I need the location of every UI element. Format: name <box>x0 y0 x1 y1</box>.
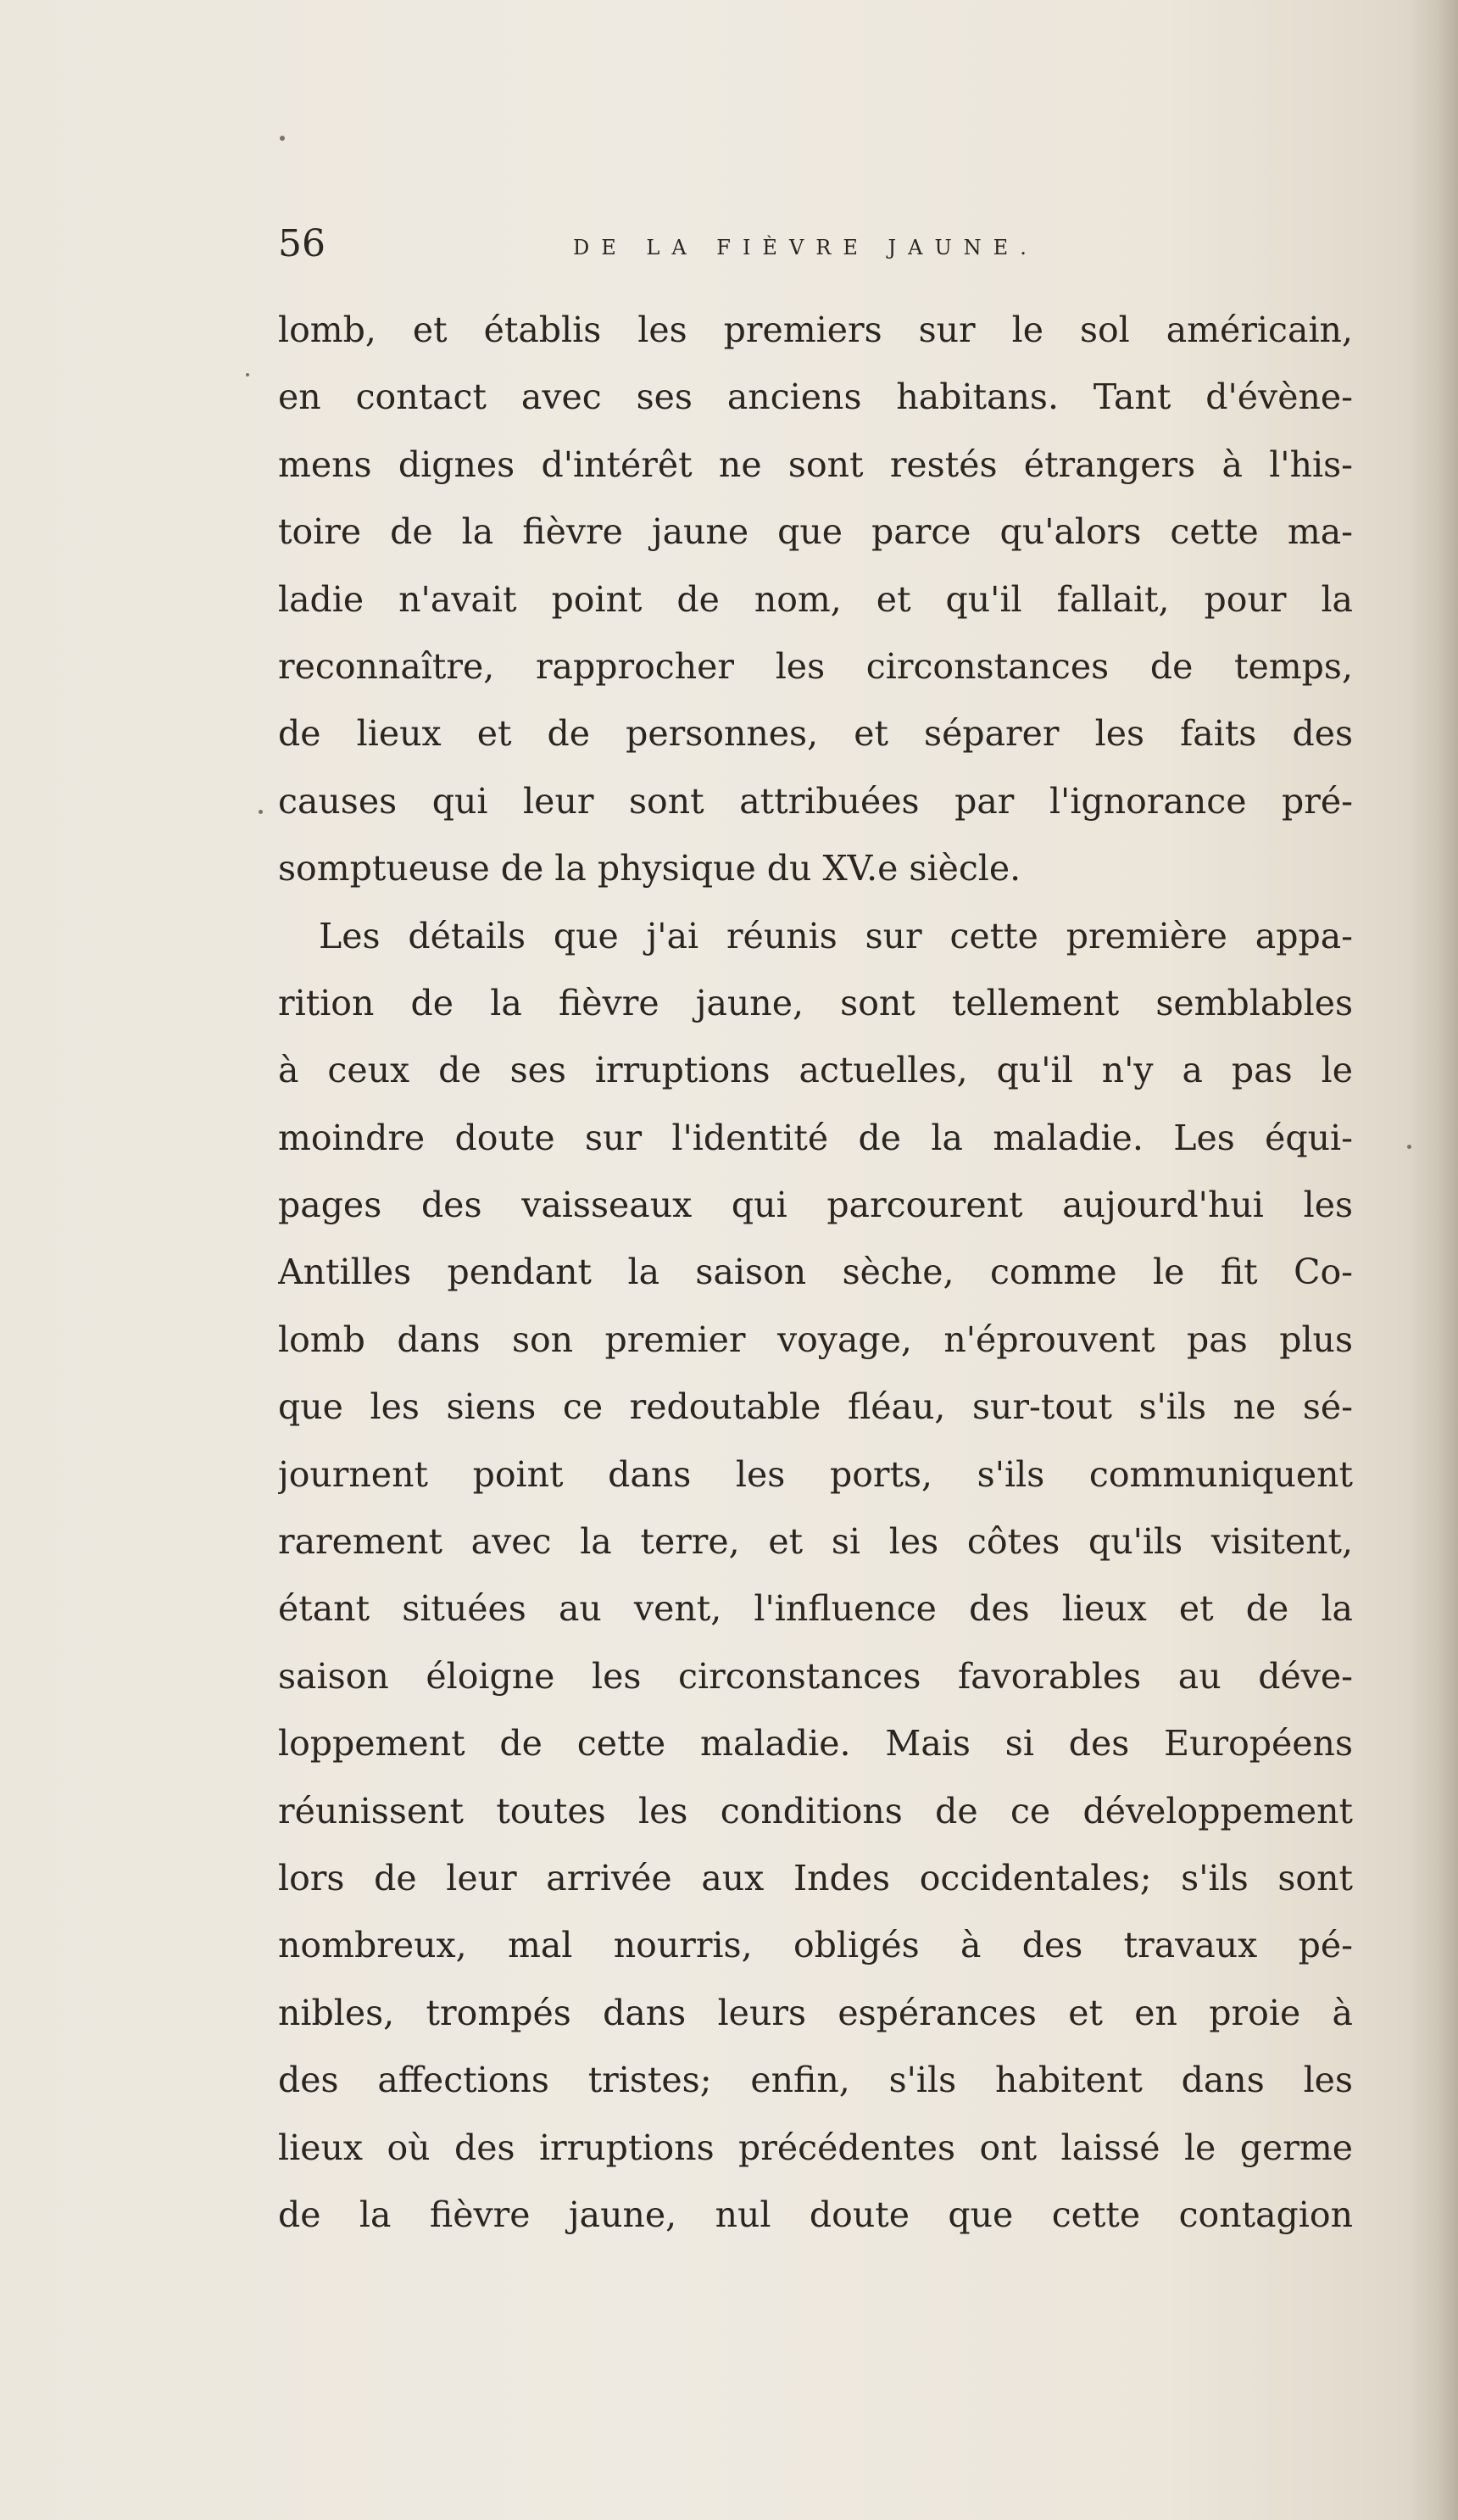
text-line: reconnaître, rapprocher les circonstances de temps, <box>278 645 1353 687</box>
text-line: lomb, et établis les premiers sur le sol américain, <box>278 309 1353 350</box>
text-line: Antilles pendant la saison sèche, comme le fit Co- <box>278 1252 1353 1293</box>
text-line: des affections tristes; enfin, s'ils habitent dans les <box>278 2060 1353 2101</box>
text-line: nombreux, mal nourris, obligés à des travaux pé- <box>278 1925 1353 1966</box>
text-line: de la fièvre jaune, nul doute que cette contagion <box>278 2194 1353 2235</box>
text-line: nibles, trompés dans leurs espérances et en proie à <box>278 1992 1353 2033</box>
text-line: rition de la fièvre jaune, sont tellement semblables <box>278 982 1353 1023</box>
text-line: rarement avec la terre, et si les côtes qu'ils visitent, <box>278 1521 1353 1563</box>
text-line: que les siens ce redoutable fléau, sur-tout s'ils ne sé- <box>278 1386 1353 1428</box>
page-number: 56 <box>278 222 326 265</box>
text-line: à ceux de ses irruptions actuelles, qu'il n'y a pas le <box>278 1050 1353 1091</box>
paragraph <box>278 297 1353 903</box>
text-line: Les détails que j'ai réunis sur cette première appa- <box>319 915 1353 956</box>
text-line: ladie n'avait point de nom, et qu'il fallait, pour la <box>278 578 1353 620</box>
text-line: étant situées au vent, l'influence des lieux et de la <box>278 1588 1353 1630</box>
text-line: lieux où des irruptions précédentes ont laissé le germe <box>278 2127 1353 2168</box>
paper-speck <box>280 136 285 141</box>
text-line: somptueuse de la physique du XV.e siècle. <box>278 848 1021 889</box>
text-line: loppement de cette maladie. Mais si des Européens <box>278 1723 1353 1765</box>
running-title: DE LA FIÈVRE JAUNE. <box>573 236 1038 259</box>
text-line: toire de la fièvre jaune que parce qu'alors cette ma- <box>278 511 1353 553</box>
text-line: réunissent toutes les conditions de ce développement <box>278 1790 1353 1831</box>
paper-speck <box>259 810 263 814</box>
paper-speck <box>246 373 249 376</box>
text-line: mens dignes d'intérêt ne sont restés étrangers à l'his- <box>278 443 1353 485</box>
text-line: journent point dans les ports, s'ils communiquent <box>278 1453 1353 1495</box>
text-line: pages des vaisseaux qui parcourent aujourd'hui les <box>278 1185 1353 1226</box>
body-text <box>278 297 1353 2249</box>
text-line: saison éloigne les circonstances favorables au déve- <box>278 1655 1353 1697</box>
text-line: causes qui leur sont attribuées par l'ignorance pré- <box>278 780 1353 822</box>
text-line: lomb dans son premier voyage, n'éprouvent pas plus <box>278 1319 1353 1360</box>
text-line: en contact avec ses anciens habitans. Tant d'évène- <box>278 376 1353 418</box>
text-line: lors de leur arrivée aux Indes occidentales; s'ils sont <box>278 1857 1353 1898</box>
text-line: de lieux et de personnes, et séparer les faits des <box>278 713 1353 755</box>
running-head <box>278 212 1126 271</box>
paragraph <box>278 903 1353 2250</box>
page-gutter-shadow <box>1407 0 1458 2520</box>
text-line: moindre doute sur l'identité de la maladie. Les équi- <box>278 1117 1353 1158</box>
paper-speck <box>1407 1145 1411 1149</box>
